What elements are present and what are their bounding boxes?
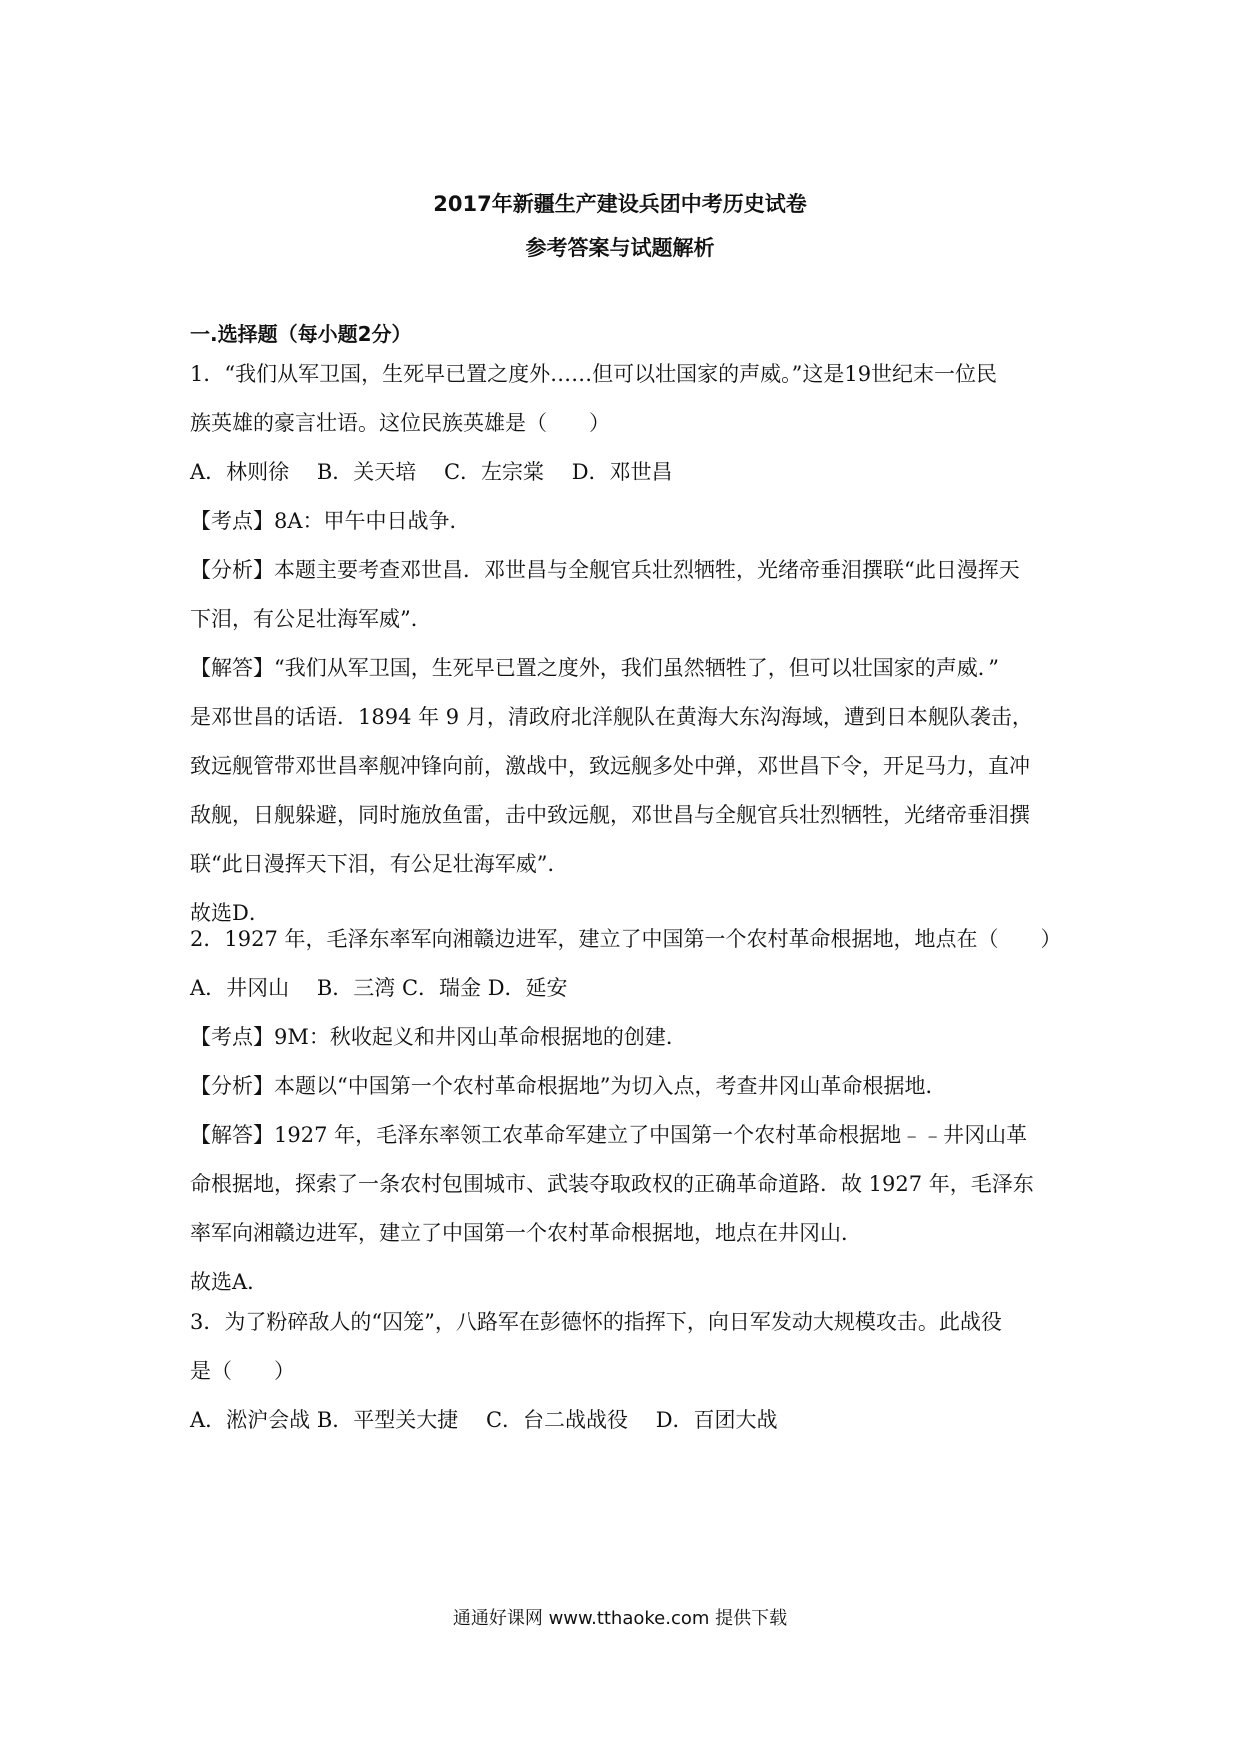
document-subtitle: 参考答案与试题解析 [525, 236, 715, 260]
page-footer: 通通好课网 www.tthaoke.com 提供下载 [452, 1608, 788, 1629]
question-solution-line: 【解答】1927 年，毛泽东率领工农革命军建立了中国第一个农村革命根据地﹣﹣井冈山革 [190, 1123, 1028, 1147]
question-options: A．淞沪会战 B．平型关大捷 C．台二战战役 D．百团大战 [190, 1408, 778, 1432]
question-solution-line: 是邓世昌的话语．1894 年 9 月，清政府北洋舰队在黄海大东沟海域，遭到日本舰队袭击， [190, 705, 1033, 729]
question-kaodian: 【考点】8A：甲午中日战争． [190, 509, 471, 533]
question-stem-line: 1．“我们从军卫国，生死早已置之度外……但可以壮国家的声威。”这是19世纪末一位民 [190, 362, 998, 386]
question-options: A．林则徐 B．关天培 C．左宗棠 D．邓世昌 [190, 460, 673, 484]
question-solution-line: 联“此日漫挥天下泪，有公足壮海军威”． [190, 852, 569, 876]
document-title: 2017年新疆生产建设兵团中考历史试卷 [433, 192, 807, 216]
question-analysis-line: 下泪，有公足壮海军威”． [190, 607, 432, 631]
section-heading: 一.选择题（每小题2分） [190, 322, 412, 346]
question-answer: 故选D． [190, 901, 270, 925]
question-2 [190, 915, 1060, 1307]
question-stem-line: 族英雄的豪言壮语。这位民族英雄是（ ） [190, 411, 610, 435]
question-analysis-line: 【分析】本题以“中国第一个农村革命根据地”为切入点，考查井冈山革命根据地． [190, 1074, 947, 1098]
question-solution-line: 致远舰管带邓世昌率舰冲锋向前，激战中，致远舰多处中弹，邓世昌下令，开足马力，直冲 [190, 754, 1030, 778]
question-1 [190, 350, 1060, 938]
question-solution-line: 敌舰，日舰躲避，同时施放鱼雷，击中致远舰，邓世昌与全舰官兵壮烈牺牲，光绪帝垂泪撰 [190, 803, 1030, 827]
question-answer: 故选A． [190, 1270, 269, 1294]
question-solution-line: 率军向湘赣边进军，建立了中国第一个农村革命根据地，地点在井冈山． [190, 1221, 862, 1245]
question-stem-line: 2．1927 年，毛泽东率军向湘赣边进军，建立了中国第一个农村革命根据地，地点在（ ） [190, 927, 1062, 951]
question-3 [190, 1298, 1060, 1445]
question-solution-line: 【解答】“我们从军卫国，生死早已置之度外，我们虽然牺牲了，但可以壮国家的声威．” [190, 656, 999, 680]
question-stem-line: 是（ ） [190, 1359, 295, 1383]
question-options: A．井冈山 B．三湾 C．瑞金 D．延安 [190, 976, 568, 1000]
question-analysis-line: 【分析】本题主要考查邓世昌．邓世昌与全舰官兵壮烈牺牲，光绪帝垂泪撰联“此日漫挥天 [190, 558, 1020, 582]
question-solution-line: 命根据地，探索了一条农村包围城市、武装夺取政权的正确革命道路．故 1927 年，毛泽东 [190, 1172, 1034, 1196]
question-stem-line: 3．为了粉碎敌人的“囚笼”，八路军在彭德怀的指挥下，向日军发动大规模攻击。此战役 [190, 1310, 1002, 1334]
question-kaodian: 【考点】9M：秋收起义和井冈山革命根据地的创建． [190, 1025, 687, 1049]
